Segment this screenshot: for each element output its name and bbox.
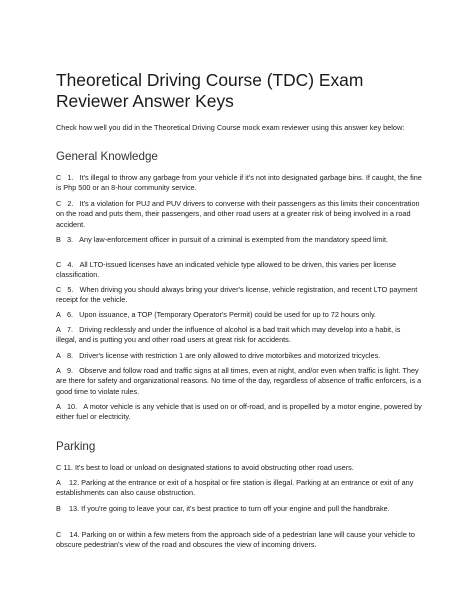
answer-text: Upon issuance, a TOP (Temporary Operator's Permit) could be used for up to 72 hours only. (79, 310, 377, 319)
answer-text: Driving recklessly and under the influence of alcohol is a bad trait which may develop into a habit, is illegal, and is putting you and other road users at great risk for accidents. (56, 325, 401, 345)
answer-item (56, 351, 422, 361)
answer-item (56, 478, 422, 499)
answer-text: All LTO-issued licenses have an indicated vehicle type allowed to be driven, this varies per license classification. (56, 260, 397, 280)
answer-text: When driving you should always bring your driver's license, vehicle registration, and recent LTO payment receipt for the vehicle. (56, 285, 418, 305)
answer-number: 11. (63, 463, 73, 472)
answer-text: Parking on or within a few meters from the approach side of a pedestrian lane will cause your vehicle to obscure pedestrian's view of the road and obscures the view of incoming drivers. (56, 530, 415, 550)
answer-item (56, 463, 422, 473)
answer-number: 2. (67, 199, 74, 208)
answer-number: 10. (66, 402, 78, 411)
answer-number: 5. (67, 285, 74, 294)
answer-number: 6. (66, 310, 74, 319)
answer-text: It's illegal to throw any garbage from your vehicle if it's not into designated garbage bins. If caught, the fine is Php 500 or an 8-hour community service. (56, 173, 422, 193)
answer-letter: B (56, 235, 61, 244)
answer-letter: A (56, 325, 61, 334)
answer-item (56, 285, 422, 306)
answer-letter: A (56, 351, 61, 360)
answer-text: Observe and follow road and traffic signs at all times, even at night, and/or even when traffic is light. They are there for safety and organizational reasons. No time of the day, regardless of absence of traffic enforcers, is a good time to violate rules. (56, 366, 422, 396)
answer-letter: C (56, 260, 62, 269)
intro-paragraph: Check how well you did in the Theoretical Driving Course mock exam reviewer using this answer key below: (56, 123, 405, 132)
answer-text: Parking at the entrance or exit of a hospital or fire station is illegal. Parking at an entrance or exit of any establishments can also cause obstruction. (56, 478, 414, 498)
answer-text: If you're going to leave your car, it's best practice to turn off your engine and pull the handbrake. (81, 504, 390, 513)
answer-number: 13. (68, 504, 80, 513)
answer-number: 7. (66, 325, 74, 334)
answer-text: A motor vehicle is any vehicle that is used on or off-road, and is propelled by a motor engine, powered by either fuel or electricity. (56, 402, 422, 422)
answer-letter: B (56, 504, 61, 513)
answer-number: 8. (66, 351, 74, 360)
answer-number: 12. (68, 478, 80, 487)
answer-text: Any law-enforcement officer in pursuit of a criminal is exempted from the mandatory speed limit. (79, 235, 389, 244)
section-heading-parking: Parking (56, 440, 96, 453)
answer-item (56, 260, 422, 281)
answer-text: Driver's license with restriction 1 are only allowed to drive motorbikes and motorized tricycles. (79, 351, 381, 360)
answer-item (56, 199, 422, 230)
answer-letter: C (56, 285, 62, 294)
answer-text: It's a violation for PUJ and PUV drivers to converse with their passengers as this limits their concentration on the road and puts them, their passengers, and other road users at a greater risk of being involved in a road accident. (56, 199, 420, 229)
answer-letter: A (56, 402, 61, 411)
answer-number: 3. (66, 235, 74, 244)
answer-item (56, 366, 422, 397)
answer-item (56, 310, 422, 320)
answer-item (56, 504, 422, 514)
answer-item (56, 173, 422, 194)
answer-letter: A (56, 310, 61, 319)
answer-letter: A (56, 366, 61, 375)
answer-item (56, 530, 422, 551)
answer-letter: C (56, 530, 62, 539)
answer-item (56, 325, 422, 346)
answer-letter: C (56, 199, 62, 208)
answer-number: 1. (67, 173, 74, 182)
answer-number: 14. (69, 530, 80, 539)
answer-item (56, 235, 422, 245)
answer-item (56, 402, 422, 423)
page-title: Theoretical Driving Course (TDC) Exam Reviewer Answer Keys (56, 70, 364, 111)
section-heading-general-knowledge: General Knowledge (56, 150, 158, 163)
answer-number: 9. (66, 366, 74, 375)
answer-letter: C (56, 173, 62, 182)
answer-number: 4. (67, 260, 74, 269)
answer-letter: A (56, 478, 61, 487)
answer-letter: C (56, 463, 62, 472)
answer-text: It's best to load or unload on designated stations to avoid obstructing other road users. (74, 463, 354, 472)
